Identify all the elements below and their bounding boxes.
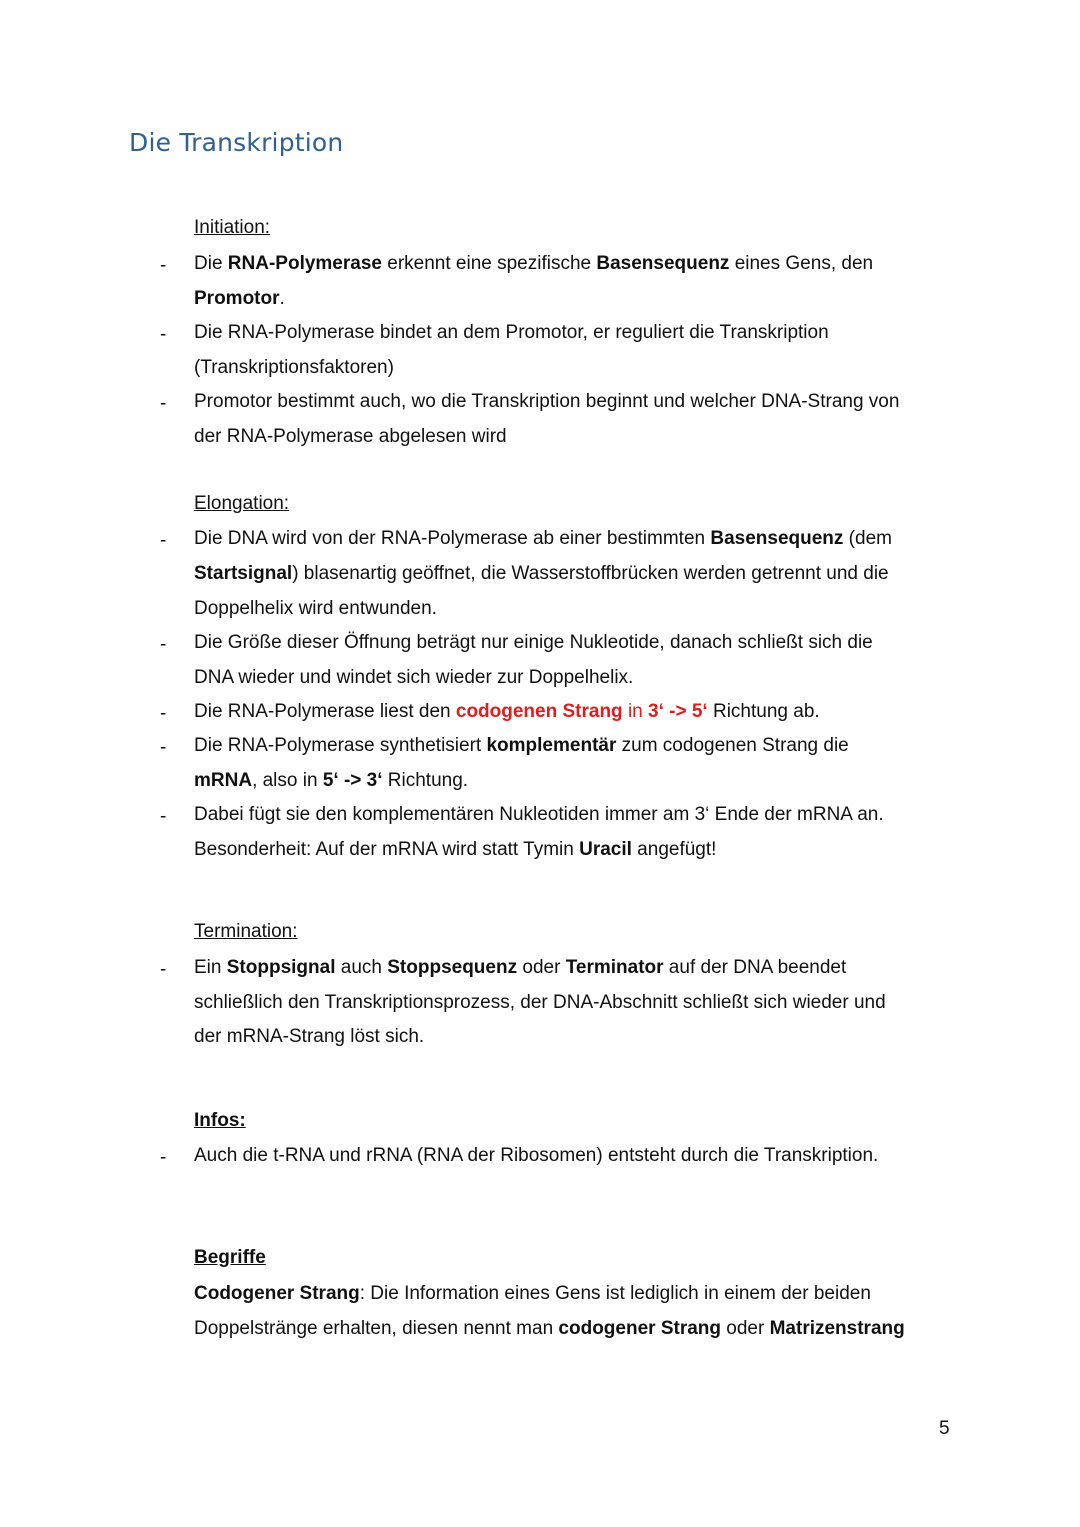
begriffe-definition-line-2: Doppelstränge erhalten, diesen nennt man codogener Strang oder Matrizenstrang: [194, 1318, 905, 1339]
elongation-bullet-5-line-1: Dabei fügt sie den komplementären Nukleotiden immer am 3‘ Ende der mRNA an.: [194, 804, 884, 825]
elongation-heading: Elongation:: [194, 493, 290, 514]
termination-bullet-1-line-3: der mRNA-Strang löst sich.: [194, 1026, 425, 1047]
page-title: Die Transkription: [129, 128, 344, 157]
termination-bullet-1-line-2: schließlich den Transkriptionsprozess, der DNA-Abschnitt schließt sich wieder und: [194, 992, 886, 1013]
bullet-dash: -: [160, 393, 167, 414]
bullet-dash: -: [160, 959, 167, 980]
elongation-bullet-1-line-1: Die DNA wird von der RNA-Polymerase ab einer bestimmten Basensequenz (dem: [194, 528, 892, 549]
initiation-bullet-2-line-2: (Transkriptionsfaktoren): [194, 357, 394, 378]
bullet-dash: -: [160, 530, 167, 551]
bullet-dash: -: [160, 324, 167, 345]
elongation-bullet-4-line-2: mRNA, also in 5‘ -> 3‘ Richtung.: [194, 770, 469, 791]
initiation-bullet-3-line-1: Promotor bestimmt auch, wo die Transkription beginnt und welcher DNA-Strang von: [194, 391, 900, 412]
infos-bullet-1: Auch die t-RNA und rRNA (RNA der Ribosomen) entsteht durch die Transkription.: [194, 1145, 879, 1166]
elongation-bullet-2-line-1: Die Größe dieser Öffnung beträgt nur einige Nukleotide, danach schließt sich die: [194, 632, 873, 653]
bullet-dash: -: [160, 703, 167, 724]
initiation-bullet-2-line-1: Die RNA-Polymerase bindet an dem Promotor, er reguliert die Transkription: [194, 322, 829, 343]
bullet-dash: -: [160, 806, 167, 827]
infos-heading: Infos:: [194, 1110, 246, 1131]
initiation-bullet-1-line-1: Die RNA-Polymerase erkennt eine spezifische Basensequenz eines Gens, den: [194, 253, 874, 274]
bullet-dash: -: [160, 255, 167, 276]
bullet-dash: -: [160, 1147, 167, 1168]
elongation-bullet-1-line-2: Startsignal) blasenartig geöffnet, die Wasserstoffbrücken werden getrennt und die: [194, 563, 889, 584]
page-number: 5: [939, 1418, 950, 1439]
begriffe-heading: Begriffe: [194, 1247, 266, 1268]
bullet-dash: -: [160, 737, 167, 758]
termination-heading: Termination:: [194, 921, 298, 942]
begriffe-definition-line-1: Codogener Strang: Die Information eines Gens ist lediglich in einem der beiden: [194, 1283, 871, 1304]
elongation-bullet-4-line-1: Die RNA-Polymerase synthetisiert komplementär zum codogenen Strang die: [194, 735, 849, 756]
initiation-bullet-1-line-2: Promotor.: [194, 288, 285, 309]
initiation-bullet-3-line-2: der RNA-Polymerase abgelesen wird: [194, 426, 507, 447]
elongation-bullet-5-line-2: Besonderheit: Auf der mRNA wird statt Tymin Uracil angefügt!: [194, 839, 717, 860]
elongation-bullet-1-line-3: Doppelhelix wird entwunden.: [194, 598, 437, 619]
bullet-dash: -: [160, 634, 167, 655]
elongation-bullet-3: Die RNA-Polymerase liest den codogenen Strang in 3‘ -> 5‘ Richtung ab.: [194, 701, 820, 722]
initiation-heading: Initiation:: [194, 217, 271, 238]
termination-bullet-1-line-1: Ein Stoppsignal auch Stoppsequenz oder Terminator auf der DNA beendet: [194, 957, 847, 978]
elongation-bullet-2-line-2: DNA wieder und windet sich wieder zur Doppelhelix.: [194, 667, 634, 688]
